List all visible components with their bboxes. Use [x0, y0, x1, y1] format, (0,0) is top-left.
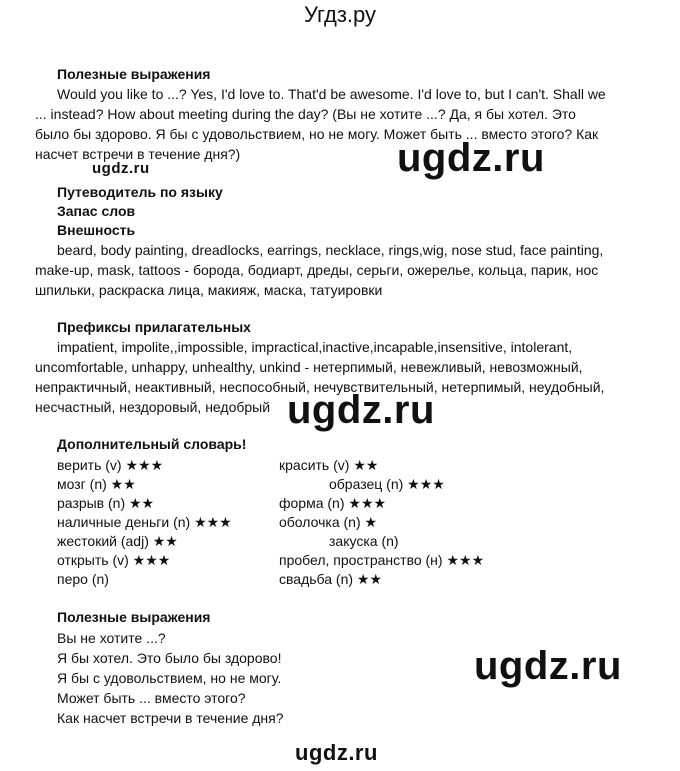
- prefixes-heading: Префиксы прилагательных: [57, 319, 251, 335]
- watermark: ugdz.ru: [397, 136, 545, 180]
- vocab-item: верить (v) ★★★: [57, 457, 164, 473]
- paragraph-line: beard, body painting, dreadlocks, earrings, necklace, rings,wig, nose stud, face painting,: [57, 242, 604, 258]
- paragraph-line: шпильки, раскраска лица, макияж, маска, татуировки: [35, 282, 383, 298]
- paragraph-line: было бы здорово. Я бы с удовольствием, но не могу. Может быть ... вместо этого? Как: [35, 126, 599, 142]
- useful-expressions-heading: Полезные выражения: [57, 609, 211, 625]
- paragraph-line: непрактичный, неактивный, неспособный, нечувствительный, нетерпимый, неудобный,: [35, 379, 605, 395]
- paragraph-line: make-up, mask, tattoos - борода, бодиарт, дреды, серьги, ожерелье, кольца, парик, нос: [35, 262, 599, 278]
- vocab-item: форма (n) ★★★: [279, 495, 387, 511]
- paragraph-line: насчет встречи в течение дня?): [35, 146, 241, 162]
- phrase-line: Может быть ... вместо этого?: [57, 690, 246, 706]
- language-guide-heading: Путеводитель по языку: [57, 184, 223, 200]
- phrase-line: Вы не хотите ...?: [57, 630, 166, 646]
- vocab-item: открыть (v) ★★★: [57, 552, 171, 568]
- paragraph-line: uncomfortable, unhappy, unhealthy, unkind - нетерпимый, невежливый, невозможный,: [35, 359, 583, 375]
- watermark: ugdz.ru: [92, 160, 150, 177]
- watermark: ugdz.ru: [287, 388, 435, 432]
- phrase-line: Я бы с удовольствием, но не могу.: [57, 670, 282, 686]
- vocab-item: мозг (n) ★★: [57, 476, 136, 492]
- useful-expressions-heading: Полезные выражения: [57, 66, 211, 82]
- paragraph-line: impatient, impolite,,impossible, impractical,inactive,incapable,insensitive, intolerant,: [57, 339, 573, 355]
- vocab-item: оболочка (n) ★: [279, 514, 378, 530]
- site-title: Угдз.ру: [303, 2, 377, 27]
- extra-vocabulary-heading: Дополнительный словарь!: [57, 436, 247, 452]
- vocab-item: красить (v) ★★: [279, 457, 379, 473]
- vocabulary-heading: Запас слов: [57, 203, 136, 219]
- paragraph-line: Would you like to ...? Yes, I'd love to. That'd be awesome. I'd love to, but I can't. Shall we: [57, 86, 606, 102]
- vocab-item: перо (n): [57, 571, 109, 587]
- paragraph-line: несчастный, нездоровый, недобрый: [35, 399, 271, 415]
- phrase-line: Как насчет встречи в течение дня?: [57, 710, 284, 726]
- vocab-item: образец (n) ★★★: [329, 476, 445, 492]
- vocab-item: закуска (n): [329, 533, 399, 549]
- vocab-item: жестокий (adj) ★★: [57, 533, 178, 549]
- appearance-heading: Внешность: [57, 222, 136, 238]
- vocab-item: свадьба (n) ★★: [279, 571, 383, 587]
- vocab-item: наличные деньги (n) ★★★: [57, 514, 232, 530]
- vocab-item: разрыв (n) ★★: [57, 495, 155, 511]
- phrase-line: Я бы хотел. Это было бы здорово!: [57, 650, 282, 666]
- paragraph-line: ... instead? How about meeting during the day? (Вы не хотите ...? Да, я бы хотел. Это: [35, 106, 576, 122]
- footer-watermark: ugdz.ru: [295, 740, 378, 765]
- vocab-item: пробел, пространство (н) ★★★: [279, 552, 485, 568]
- watermark: ugdz.ru: [474, 644, 622, 688]
